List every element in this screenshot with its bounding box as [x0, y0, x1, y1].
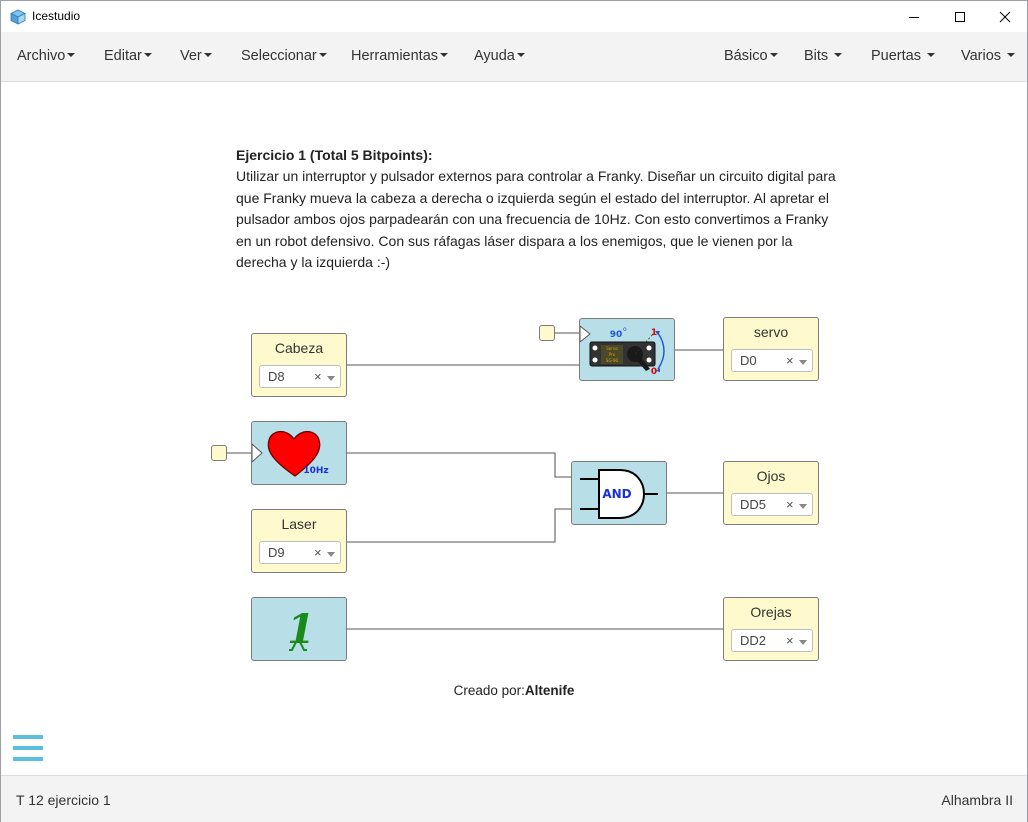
project-name: T 12 ejercicio 1 — [16, 792, 111, 808]
constant-value: 1 — [287, 606, 315, 653]
circuit-canvas[interactable] — [1, 83, 1027, 775]
and-gate-icon — [572, 462, 668, 526]
menu-basico[interactable] — [724, 48, 778, 64]
pin-select-ojos[interactable] — [731, 493, 813, 516]
caret-down-icon — [440, 53, 448, 57]
icestudio-logo-icon — [10, 9, 26, 25]
servo-degree-symbol: o — [623, 326, 627, 333]
servo-chip-line-3: SG-90 — [605, 358, 619, 363]
caret-down-icon — [1007, 53, 1015, 57]
constant-one-icon — [252, 598, 348, 662]
close-icon — [999, 11, 1011, 23]
servo-chip-line-1: Servo — [606, 346, 618, 351]
and-gate-block[interactable] — [571, 461, 667, 525]
output-block-servo[interactable] — [723, 317, 819, 381]
pin-select-laser[interactable] — [259, 541, 341, 564]
block-label: Cabeza — [274, 340, 324, 356]
dropdown-arrow-icon[interactable] — [799, 360, 807, 365]
credit-prefix: Creado por: — [453, 683, 525, 698]
menu-label: Puertas — [871, 48, 921, 64]
hamburger-line — [13, 757, 43, 761]
credit-author: Altenife — [524, 683, 575, 698]
credit-text — [1, 683, 1027, 698]
dropdown-arrow-icon[interactable] — [799, 640, 807, 645]
menu-varios[interactable] — [961, 48, 1015, 64]
caret-down-icon — [67, 53, 75, 57]
output-block-ojos[interactable] — [723, 461, 819, 525]
block-label: Ojos — [756, 468, 786, 484]
block-label: Orejas — [750, 604, 792, 620]
menu-hamburger-icon[interactable] — [13, 735, 43, 761]
heart-frequency-label: 10Hz — [303, 466, 329, 476]
maximize-icon — [954, 11, 966, 23]
pin-select-orejas[interactable] — [731, 629, 813, 652]
clear-icon[interactable]: × — [314, 545, 322, 560]
input-block-laser[interactable] — [251, 509, 347, 573]
caret-down-icon — [204, 53, 212, 57]
menu-label: Editar — [104, 48, 142, 64]
hamburger-line — [13, 735, 43, 739]
minimize-icon — [908, 11, 920, 23]
caret-down-icon — [927, 53, 935, 57]
caret-down-icon — [517, 53, 525, 57]
servo-icon — [580, 319, 676, 382]
servo-module-block[interactable] — [579, 318, 675, 381]
close-button[interactable] — [982, 1, 1028, 32]
pin-select-cabeza[interactable] — [259, 365, 341, 388]
menu-puertas[interactable] — [871, 48, 935, 64]
menu-editar[interactable] — [104, 48, 152, 64]
wire-laser-and — [346, 509, 571, 542]
menu-label: Ayuda — [474, 48, 515, 64]
dropdown-arrow-icon[interactable] — [327, 376, 335, 381]
menu-archivo[interactable] — [17, 48, 75, 64]
pin-value: DD2 — [740, 633, 767, 648]
status-bar — [1, 775, 1027, 822]
wires-layer — [1, 83, 1027, 775]
clear-icon[interactable]: × — [786, 633, 794, 648]
maximize-button[interactable] — [937, 1, 983, 32]
output-block-orejas[interactable] — [723, 597, 819, 661]
wire-heart-and — [346, 453, 571, 477]
menu-label: Seleccionar — [241, 48, 317, 64]
caret-down-icon — [144, 53, 152, 57]
pin-value: D9 — [268, 545, 285, 560]
pin-select-servo[interactable] — [731, 349, 813, 372]
block-label: Laser — [281, 516, 317, 532]
window-title: Icestudio — [32, 9, 81, 23]
board-name[interactable]: Alhambra II — [941, 792, 1013, 808]
heart-input-port[interactable] — [211, 445, 227, 461]
pin-value: DD5 — [740, 497, 767, 512]
menu-label: Básico — [724, 48, 768, 64]
caret-down-icon — [770, 53, 778, 57]
caret-down-icon — [834, 53, 842, 57]
heart-icon — [252, 422, 348, 486]
servo-angle-label: 90 — [609, 330, 623, 340]
menu-ayuda[interactable] — [474, 48, 525, 64]
menu-label: Bits — [804, 48, 829, 64]
heartbeat-module-block[interactable] — [251, 421, 347, 485]
pin-value: D0 — [740, 353, 757, 368]
menu-bar — [1, 32, 1027, 82]
dropdown-arrow-icon[interactable] — [799, 504, 807, 509]
and-gate-label: AND — [602, 487, 632, 501]
exercise-body: Utilizar un interruptor y pulsador externos para controlar a Franky. Diseñar un circuito digital para que Franky mueva la cabeza a derecha o izquierda según el estado del interruptor. Al apretar el pulsador ambos ojos parpadearán con una frecuencia de 10Hz. Con esto convertimos a Franky en un robot defensivo. Con sus ráfagas láser dispara a los enemigos, que le vienen por la derecha y la izquierda :-) — [236, 168, 836, 271]
exercise-title: Ejercicio 1 (Total 5 Bitpoints): — [236, 147, 433, 163]
minimize-button[interactable] — [891, 1, 937, 32]
menu-label: Ver — [180, 48, 202, 64]
menu-seleccionar[interactable] — [241, 48, 327, 64]
constant-one-block[interactable] — [251, 597, 347, 661]
pin-value: D8 — [268, 369, 285, 384]
menu-bits[interactable] — [804, 48, 842, 64]
menu-herramientas[interactable] — [351, 48, 448, 64]
menu-label: Herramientas — [351, 48, 439, 64]
caret-down-icon — [319, 53, 327, 57]
clear-icon[interactable]: × — [786, 353, 794, 368]
menu-label: Archivo — [17, 48, 66, 64]
servo-low-label: 0 — [650, 367, 658, 377]
clear-icon[interactable]: × — [314, 369, 322, 384]
clear-icon[interactable]: × — [786, 497, 794, 512]
dropdown-arrow-icon[interactable] — [327, 552, 335, 557]
servo-high-label: 1 — [650, 328, 658, 338]
hamburger-line — [13, 746, 43, 750]
menu-ver[interactable] — [180, 48, 212, 64]
servo-chip-line-2: Pro — [608, 352, 616, 357]
block-label: servo — [753, 324, 789, 340]
servo-input-port[interactable] — [539, 325, 555, 341]
menu-label: Varios — [961, 48, 1002, 64]
title-bar — [1, 1, 1027, 32]
input-block-cabeza[interactable] — [251, 333, 347, 397]
